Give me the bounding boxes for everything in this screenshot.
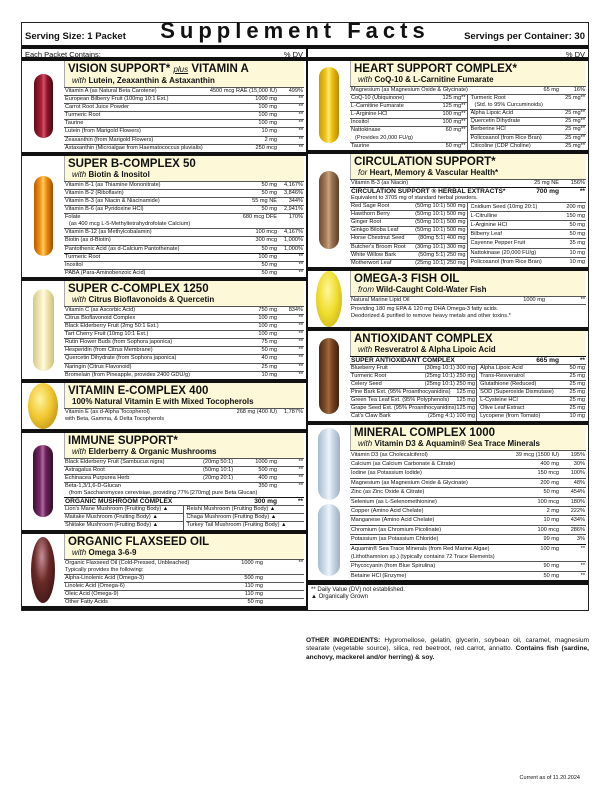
mushroom-complex-header: ORGANIC MUSHROOM COMPLEX 300 mg ** (65, 498, 303, 506)
nutrient-row: Turmeric Root 100 mg ** (65, 112, 303, 119)
nutrient-cell: Butcher's Broom Root (30mg 10:1) 300 mg (351, 243, 466, 250)
nutrient-row: Phycocyanin (from Blue Spirulina) 90 mg ** (351, 563, 585, 570)
nutrient-row: PABA (Para-Aminobenzoic Acid) 50 mg ** (65, 269, 303, 276)
yellow-softgel-icon (316, 271, 342, 327)
subtitle-prefix: with (72, 76, 87, 85)
nutrient-rows (64, 87, 304, 152)
herbal-extracts-header: CIRCULATION SUPPORT ® HERBAL EXTRACTS* 700 mg ** (351, 187, 585, 195)
nutrient-cell: Alpha Lipoic Acid 25 mg** (470, 110, 585, 117)
nutrient-row: Vitamin D3 (as Cholecalciferol) 39 mcg (1500 IU) 195% (351, 451, 585, 458)
nutrient-row: Iodine (as Potassium Iodide) 150 mcg 100% (351, 470, 585, 477)
nutrient-note: (Std. to 95% Curcuminoids) (474, 102, 543, 109)
equivalent-note: Equivalent to 3705 mg of standard herbal powders. (351, 194, 478, 201)
subtitle-prefix: with (358, 344, 373, 354)
nutrient-note: with Beta, Gamma, & Delta Tocopherols (65, 415, 165, 422)
dv-header-right: % DV (565, 50, 585, 59)
nutrient-row: Selenium (as L-Selenomethionine) 100 mcg 180% (351, 498, 585, 505)
section-immune-support (22, 433, 306, 534)
subtitle-prefix: with (358, 438, 373, 448)
subtitle-prefix: with (72, 446, 87, 456)
footnotes (308, 585, 588, 603)
nutrient-row: European Bilberry Fruit (100mg 10:1 Ext.) 1000 mg ** (65, 96, 303, 103)
nutrient-rows (64, 181, 304, 277)
subtitle-prefix: with (72, 294, 87, 304)
each-packet-contains: Each Packet Contains: (25, 50, 101, 59)
nutrient-row: Hesperidin (from Citrus Membrane) 50 mg ** (65, 347, 303, 354)
section-circulation-support (308, 154, 588, 271)
nutrient-row: Zeaxanthin (from Marigold Flowers) 2 mg ** (65, 136, 303, 143)
nutrient-row: Organic Flaxseed Oil (Cold-Pressed, Unbleached) 1000 mg ** (65, 559, 303, 566)
nutrient-row: Tart Cherry Fruit (10mg 10:1 Ext.) 100 mg ** (65, 331, 303, 338)
subtitle-prefix: with (72, 169, 87, 179)
mushroom-item: Turkey Tail Mushroom (Fruiting Body) ▲ (186, 521, 305, 529)
dv-header-left: % DV (283, 50, 303, 59)
nutrient-row: Inositol 50 mg ** (65, 261, 303, 268)
nutrient-cell: Glutathione (Reduced) 25 mg (480, 381, 585, 388)
title-plus: plus (173, 65, 189, 74)
footnote-organic: ▲ Organically Grown (311, 594, 368, 601)
mushroom-item: Reishi Mushroom (Fruiting Body) ▲ (186, 506, 276, 513)
section-subtitle: Heart, Memory & Vascular Health* (369, 167, 499, 177)
nutrient-row: Beta-1,3/1,6-D-Glucan 350 mg ** (65, 483, 303, 489)
section-mineral-complex (308, 425, 588, 586)
section-b-complex (22, 156, 306, 281)
left-column (22, 61, 308, 610)
section-title: IMMUNE SUPPORT* (68, 434, 178, 447)
nutrient-cell: Olive Leaf Extract 25 mg (480, 405, 585, 412)
nutrient-row: Naringin (Citrus Flavonoid) 25 mg ** (65, 363, 303, 370)
section-subtitle: 100% Natural Vitamin E with Mixed Tocopherols (72, 396, 254, 406)
nutrient-row: Vitamin B-3 (as Niacin & Niacinamide) 55 mg NE 344% (65, 197, 303, 204)
section-vitamin-e (22, 383, 306, 433)
right-column (308, 61, 588, 610)
current-as-of: Current as of 11.20.2024 (519, 775, 580, 781)
subtitle-prefix: with (358, 75, 373, 84)
nutrient-row: Black Elderberry Fruit (Sambucus nigra) (20mg 50:1) 1000 mg ** (65, 458, 303, 465)
label-title: Supplement Facts (160, 18, 430, 43)
section-c-complex (22, 281, 306, 383)
section-title: VITAMIN E-COMPLEX 400 (68, 384, 209, 397)
nutrient-row: Pantothenic Acid (as d-Calcium Pantothenate) 50 mg 1,000% (65, 245, 303, 252)
section-vision-support (22, 61, 306, 156)
nutrient-row: Vitamin B-1 (as Thiamine Mononitrate) 50 mg 4,167% (65, 181, 303, 188)
nutrient-cell: Berberine HCl 25 mg** (470, 126, 585, 133)
nutrient-cell: Hawthorn Berry (50mg 10:1) 500 mg (351, 211, 466, 218)
light-blue-capsule-icon (318, 504, 340, 576)
nutrient-rows (64, 559, 304, 607)
nutrient-row: Vitamin B-2 (Riboflavin) 50 mg 3,846% (65, 189, 303, 196)
tan-capsule-icon (319, 171, 339, 249)
subtitle-prefix: from (358, 284, 374, 294)
antioxidant-header: SUPER ANTIOXIDANT COMPLEX 665 mg ** (351, 356, 585, 364)
nutrient-cell: Blueberry Fruit (30mg 10:1) 300 mg (351, 364, 476, 371)
omega-note: Providing 180 mg EPA & 120 mg DHA Omega-3 fatty acids. (350, 304, 586, 313)
nutrient-row: Oleic Acid (Omega-9) 110 mg (64, 590, 304, 598)
yellow-capsule-icon (319, 67, 339, 143)
nutrient-cell: L-Carnitine Fumarate 125 mg** (351, 103, 466, 110)
section-heart-support (308, 61, 588, 154)
section-title: SUPER C-COMPLEX 1250 (68, 282, 209, 295)
nutrient-row: Magnesium (as Magnesium Oxide & Glycinate) 200 mg 48% (351, 479, 585, 486)
nutrient-row: Rutin Flower Buds (from Sophora japonica) 75 mg ** (65, 339, 303, 346)
nutrient-row: Quercetin Dihydrate (from Sophora japonica) 40 mg ** (65, 355, 303, 362)
nutrient-row: Astragalus Root (50mg 10:1) 500 mg ** (65, 466, 303, 473)
label-header (22, 18, 588, 49)
other-ingredients-text: Hypromellose, gelatin, glycerin, soybean oil, caramel, magnesium stearate (vegetable source), silica, red beetroot, red carrot, annatto. (306, 637, 589, 653)
nutrient-rows (350, 450, 586, 581)
nutrient-cell: CoQ-10 (Ubiquinone) 125 mg** (351, 95, 466, 102)
subtitle-prefix: with (72, 547, 87, 557)
nutrient-row: Other Fatty Acids 50 mg (64, 598, 304, 606)
nutrient-row: Potassium (as Potassium Chloride) 99 mg 3% (351, 536, 585, 543)
nutrient-cell: Quercetin Dihydrate 25 mg** (470, 118, 585, 125)
nutrient-note: (from Saccharomyces cerevisiae, providing 77% [270mg] pure Beta Glucan) (69, 490, 258, 497)
brown-softgel-icon (31, 537, 55, 603)
nutrient-cell: Bilberry Leaf 50 mg (470, 231, 585, 238)
nutrient-cell: Horse Chestnut Seed (80mg 5:1) 400 mg (351, 235, 466, 242)
nutrient-cell: Cayenne Pepper Fruit 35 mg (470, 240, 585, 247)
nutrient-row: Manganese (Amino Acid Chelate) 10 mg 434% (351, 517, 585, 524)
nutrient-cell: Citicoline (CDP Choline) 25 mg** (470, 142, 585, 149)
section-title: OMEGA-3 FISH OIL (354, 272, 460, 285)
section-subtitle: Omega 3-6-9 (88, 547, 137, 557)
section-omega-3 (308, 271, 588, 331)
nutrient-row: Taurine 100 mg ** (65, 120, 303, 127)
nutrient-rows (350, 179, 586, 267)
section-subtitle: Elderberry & Organic Mushrooms (88, 446, 217, 456)
nutrient-row: Calcium (as Calcium Carbonate & Citrate) 400 mg 30% (351, 460, 585, 467)
nutrient-row: Carrot Root Juice Powder 100 mg ** (65, 104, 303, 111)
mushroom-item: Lion's Mane Mushroom (Fruiting Body) ▲ (65, 506, 169, 513)
nutrient-cell: L-Arginine HCl 50 mg (470, 222, 585, 229)
nutrient-row: Vitamin A (as Natural Beta Carotene) 4500 mcg RAE (15,000 IU) 499% (65, 88, 303, 94)
nutrient-cell: White Willow Bark (50mg 5:1) 250 mg (351, 251, 466, 258)
nutrient-cell: Red Sage Root (50mg 10:1) 500 mg (351, 203, 466, 210)
nutrient-row: Aquamin® Sea Trace Minerals (from Red Marine Algae) 100 mg ** (351, 545, 585, 552)
column-header (22, 49, 588, 61)
other-ingredients-label: OTHER INGREDIENTS: (306, 637, 381, 644)
nutrient-cell: Alpha Lipoic Acid 50 mg (480, 364, 585, 371)
nutrient-cell: Taurine 50 mg** (351, 142, 466, 149)
section-subtitle: Vitamin D3 & Aquamin® Sea Trace Minerals (374, 438, 540, 448)
section-subtitle: CoQ-10 & L-Carnitine Fumarate (374, 75, 494, 84)
brown-capsule-icon (319, 338, 339, 414)
nutrient-row: Vitamin E (as d-Alpha Tocopherol) 268 mg (400 IU) 1,787% (65, 408, 303, 415)
nutrient-cell: Policosanol (from Rice Bran) 25 mg** (470, 134, 585, 141)
section-title: ORGANIC FLAXSEED OIL (68, 535, 210, 548)
nutrient-cell: L-Cysteine HCl 25 mg (480, 397, 585, 404)
section-subtitle: Lutein, Zeaxanthin & Astaxanthin (88, 76, 215, 85)
nutrient-cell: Motherwort Leaf (25mg 10:1) 250 mg (351, 259, 466, 266)
nutrient-row: Chromium (as Chromium Picolinate) 100 mcg 286% (351, 526, 585, 533)
nutrient-cell: Grape Seed Ext. (95% Proanthocyanidins) 125 mg (351, 405, 476, 412)
nutrient-row: Zinc (as Zinc Oxide & Citrate) 50 mg 454% (351, 489, 585, 496)
nutrient-note: (as 400 mcg L-5-Methyltetrahydrofolate Calcium) (69, 221, 191, 228)
nutrient-row: Betaine HCl (Enzyme) 50 mg ** (351, 572, 585, 579)
nutrient-note: (Lithothamnion sp.) (typically contains 72 Trace Elements) (351, 554, 495, 560)
section-title: CIRCULATION SUPPORT* (354, 155, 496, 168)
nutrient-cell: Nattokinase 60 mg** (351, 127, 466, 134)
nutrient-cell: L-Citrulline 150 mg (470, 213, 585, 220)
servings-per-container: Servings per Container: 30 (464, 31, 585, 42)
mushroom-grid (64, 505, 304, 529)
nutrient-row: Alpha-Linolenic Acid (Omega-3) 500 mg (64, 574, 304, 582)
section-flaxseed-oil (22, 534, 306, 611)
orange-capsule-icon (34, 176, 53, 256)
mushroom-item: Maitake Mushroom (Fruiting Body) ▲ (64, 513, 183, 521)
section-title: HEART SUPPORT COMPLEX* (354, 63, 517, 75)
nutrient-row: Linoleic Acid (Omega-6) 110 mg (64, 582, 304, 590)
nutrient-row: Astaxanthin (Microalgae from Haematococcus pluvialis) 250 mcg ** (65, 144, 303, 151)
nutrient-row: Vitamin B-3 (as Niacin) 25 mg NE 156% (351, 179, 585, 186)
nutrient-cell: L-Arginine HCl 100 mg** (351, 111, 466, 118)
supplement-facts-label (21, 18, 589, 611)
nutrient-row: Folate 680 mcg DFE 170% (65, 214, 303, 221)
nutrient-row: Echinacea Purpurea Herb (20mg 20:1) 400 mg ** (65, 474, 303, 481)
nutrient-rows (64, 458, 304, 530)
nutrient-row: Black Elderberry Fruit (2mg 50:1 Ext.) 100 mg ** (65, 323, 303, 330)
nutrient-note: Typically provides the following: (65, 566, 144, 573)
nutrient-cell: Cat's Claw Bark (25mg 4:1) 100 mg (351, 413, 476, 420)
nutrient-row: Lutein (from Marigold Flowers) 10 mg ** (65, 128, 303, 135)
nutrient-cell: Cnidium Seed (10mg 20:1) 200 mg (470, 204, 585, 211)
nutrient-row: Bromelain (from Pineapple, provides 2400 GDU/g) 10 mg ** (65, 371, 303, 378)
subtitle-prefix: for (358, 167, 368, 177)
nutrient-rows (64, 408, 304, 423)
nutrient-row: Turmeric Root 100 mg ** (65, 253, 303, 260)
nutrient-cell: Nattokinase (20,000 FU/g) 10 mg (470, 249, 585, 256)
nutrient-cell: Celery Seed (25mg 10:1) 250 mg (351, 381, 476, 388)
nutrient-cell: Policosanol (from Rice Bran) 10 mg (470, 258, 585, 265)
section-antioxidant (308, 331, 588, 425)
purple-capsule-icon (33, 445, 53, 517)
nutrient-cell: Turmeric Root (25mg 10:1) 250 mg (351, 372, 476, 379)
section-subtitle: Resveratrol & Alpha Lipoic Acid (374, 344, 496, 354)
nutrient-cell: Trans-Resveratrol 25 mg (480, 372, 585, 379)
section-subtitle: Wild-Caught Cold-Water Fish (376, 284, 487, 294)
section-title: VISION SUPPORT* (68, 63, 171, 75)
section-subtitle: Citrus Bioflavonoids & Quercetin (88, 294, 215, 304)
allergen-statement: Contains fish (sardine, anchovy, mackerel and/or herring) & soy. (306, 645, 589, 661)
nutrient-cell: Pine Bark Ext. (95% Proanthocyanidins) 125 mg (351, 389, 476, 396)
nutrient-row: Citrus Bioflavonoid Complex 100 mg ** (65, 314, 303, 321)
nutrient-cell: Green Tea Leaf Ext. (95% Polyphenols) 125 mg (351, 397, 476, 404)
nutrient-cell: Inositol 100 mg** (351, 119, 466, 126)
mushroom-item: Chaga Mushroom (Fruiting Body) ▲ (186, 513, 305, 521)
nutrient-note: (Provides 20,000 FU/g) (355, 134, 413, 141)
section-subtitle: Biotin & Inositol (88, 169, 150, 179)
section-title: SUPER B-COMPLEX 50 (68, 157, 196, 170)
section-title: ANTIOXIDANT COMPLEX (354, 332, 493, 345)
nutrient-cell: Turmeric Root 25 mg** (470, 95, 585, 102)
nutrient-rows (64, 306, 304, 379)
nutrient-row: Natural Marine Lipid Oil 1000 mg ** (351, 296, 585, 303)
nutrient-cell: Ginkgo Biloba Leaf (50mg 10:1) 500 mg (351, 227, 466, 234)
title-tail: VITAMIN A (191, 63, 249, 75)
mushroom-item: Shiitake Mushroom (Fruiting Body) ▲ (64, 521, 183, 529)
footnote-dv: ** Daily Value (DV) not established. (311, 587, 405, 594)
nutrient-cell: Ginger Root (50mg 10:1) 500 mg (351, 219, 466, 226)
pale-yellow-capsule-icon (33, 289, 54, 371)
nutrient-row: Magnesium (as Magnesium Oxide & Glycinate) 65 mg 16% (351, 87, 585, 93)
gold-softgel-icon (28, 383, 58, 429)
nutrient-row: Biotin (as d-Biotin) 300 mcg 1,000% (65, 237, 303, 244)
serving-size: Serving Size: 1 Packet (25, 31, 126, 42)
nutrient-rows (350, 86, 586, 150)
nutrient-row: Vitamin C (as Ascorbic Acid) 750 mg 834% (65, 306, 303, 313)
other-ingredients (306, 637, 589, 662)
nutrient-row: Copper (Amino Acid Chelate) 2 mg 222% (351, 507, 585, 514)
red-capsule-icon (34, 74, 53, 138)
nutrient-row: Vitamin B-12 (as Methylcobalamin) 100 mcg 4,167% (65, 229, 303, 236)
section-title: MINERAL COMPLEX 1000 (354, 426, 496, 439)
nutrient-row: Vitamin B-6 (as Pyridoxine HCl) 50 mg 2,941% (65, 206, 303, 213)
nutrient-rows (350, 356, 586, 421)
light-blue-capsule-icon (318, 428, 340, 500)
nutrient-cell: SOD (Superoxide Dismutase) 25 mg (480, 389, 585, 396)
nutrient-rows (350, 296, 586, 320)
omega-note: Deodorized & purified to remove heavy metals and other toxins.* (351, 312, 511, 319)
nutrient-cell: Lycopene (from Tomato) 10 mg (480, 413, 585, 420)
